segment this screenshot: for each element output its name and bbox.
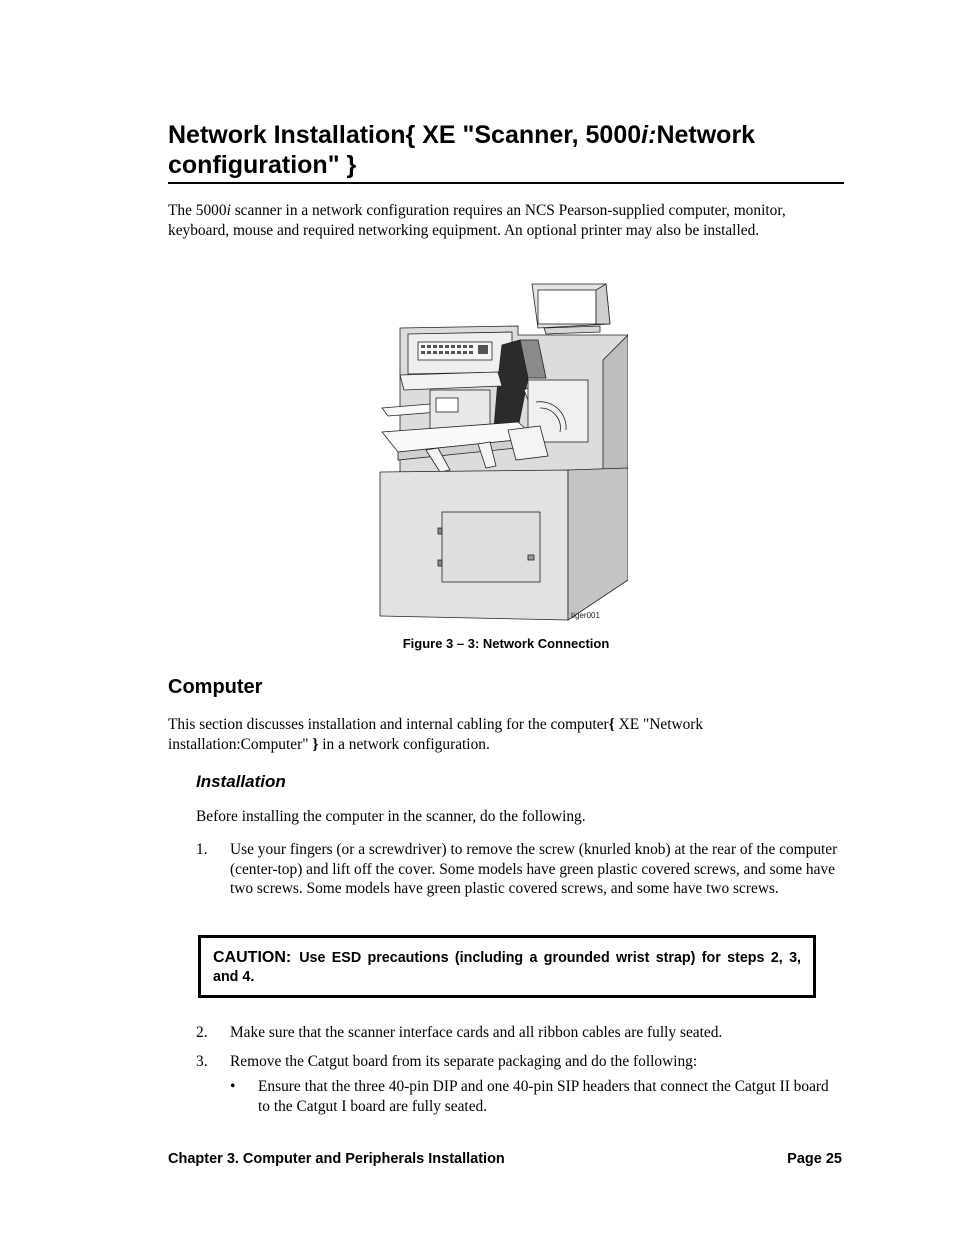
step-3-number: 3. [196,1053,208,1070]
caution-label: CAUTION: [213,949,292,966]
computer-brace-open: { [608,716,615,733]
step-2-number: 2. [196,1024,208,1041]
figure-caption: Figure 3 – 3: Network Connection [402,636,610,651]
intro-italic: i [226,202,231,219]
step-1-text: Use your fingers (or a screwdriver) to remove the screw (knurled knob) at the rear of the computer (center-top) and lift off the cover. Some models have green plastic covered screws, and some have two screws. Some models have green plastic covered screws, and some have two screws. [230,841,838,897]
figure-id-label: tiger001 [571,611,600,620]
computer-text-1: This section discusses installation and internal cabling for the computer [168,716,609,733]
bullet-symbol: • [230,1078,236,1095]
computer-text-2: XE "Network installation:Computer" [168,716,704,753]
intro-text-2: scanner in a network configuration requires an NCS Pearson-supplied computer, monitor, keyboard, mouse and required networking equipment. An optional printer may also be installed. [168,202,786,239]
caution-text: Use ESD precautions (including a grounded wrist strap) for steps 2, 3, and 4. [213,950,801,985]
title-text-2: Network configuration" } [168,121,756,179]
scanner-illustration [378,280,628,625]
caution-box [198,935,816,998]
footer-page-number: Page 25 [787,1151,842,1167]
title-text-1: Network Installation{ XE "Scanner, 5000 [168,121,642,149]
page-title [168,120,844,184]
title-italic: i: [641,121,657,149]
footer-chapter: Chapter 3. Computer and Peripherals Installation [168,1151,505,1167]
computer-paragraph [168,715,844,754]
installation-heading: Installation [196,772,286,791]
intro-paragraph [168,201,844,240]
step-1-number: 1. [196,841,208,858]
step-3-text: Remove the Catgut board from its separate packaging and do the following: [230,1053,698,1070]
step-2-text: Make sure that the scanner interface cards and all ribbon cables are fully seated. [230,1024,723,1041]
computer-brace-close: } [312,735,319,753]
bullet-1-text: Ensure that the three 40-pin DIP and one 40-pin SIP headers that connect the Catgut II board to the Catgut I board are fully seated. [258,1078,829,1115]
intro-text-1: The 5000 [168,202,227,219]
computer-text-3: in a network configuration. [318,735,490,753]
computer-heading: Computer [168,676,263,698]
installation-intro: Before installing the computer in the scanner, do the following. [196,808,586,825]
